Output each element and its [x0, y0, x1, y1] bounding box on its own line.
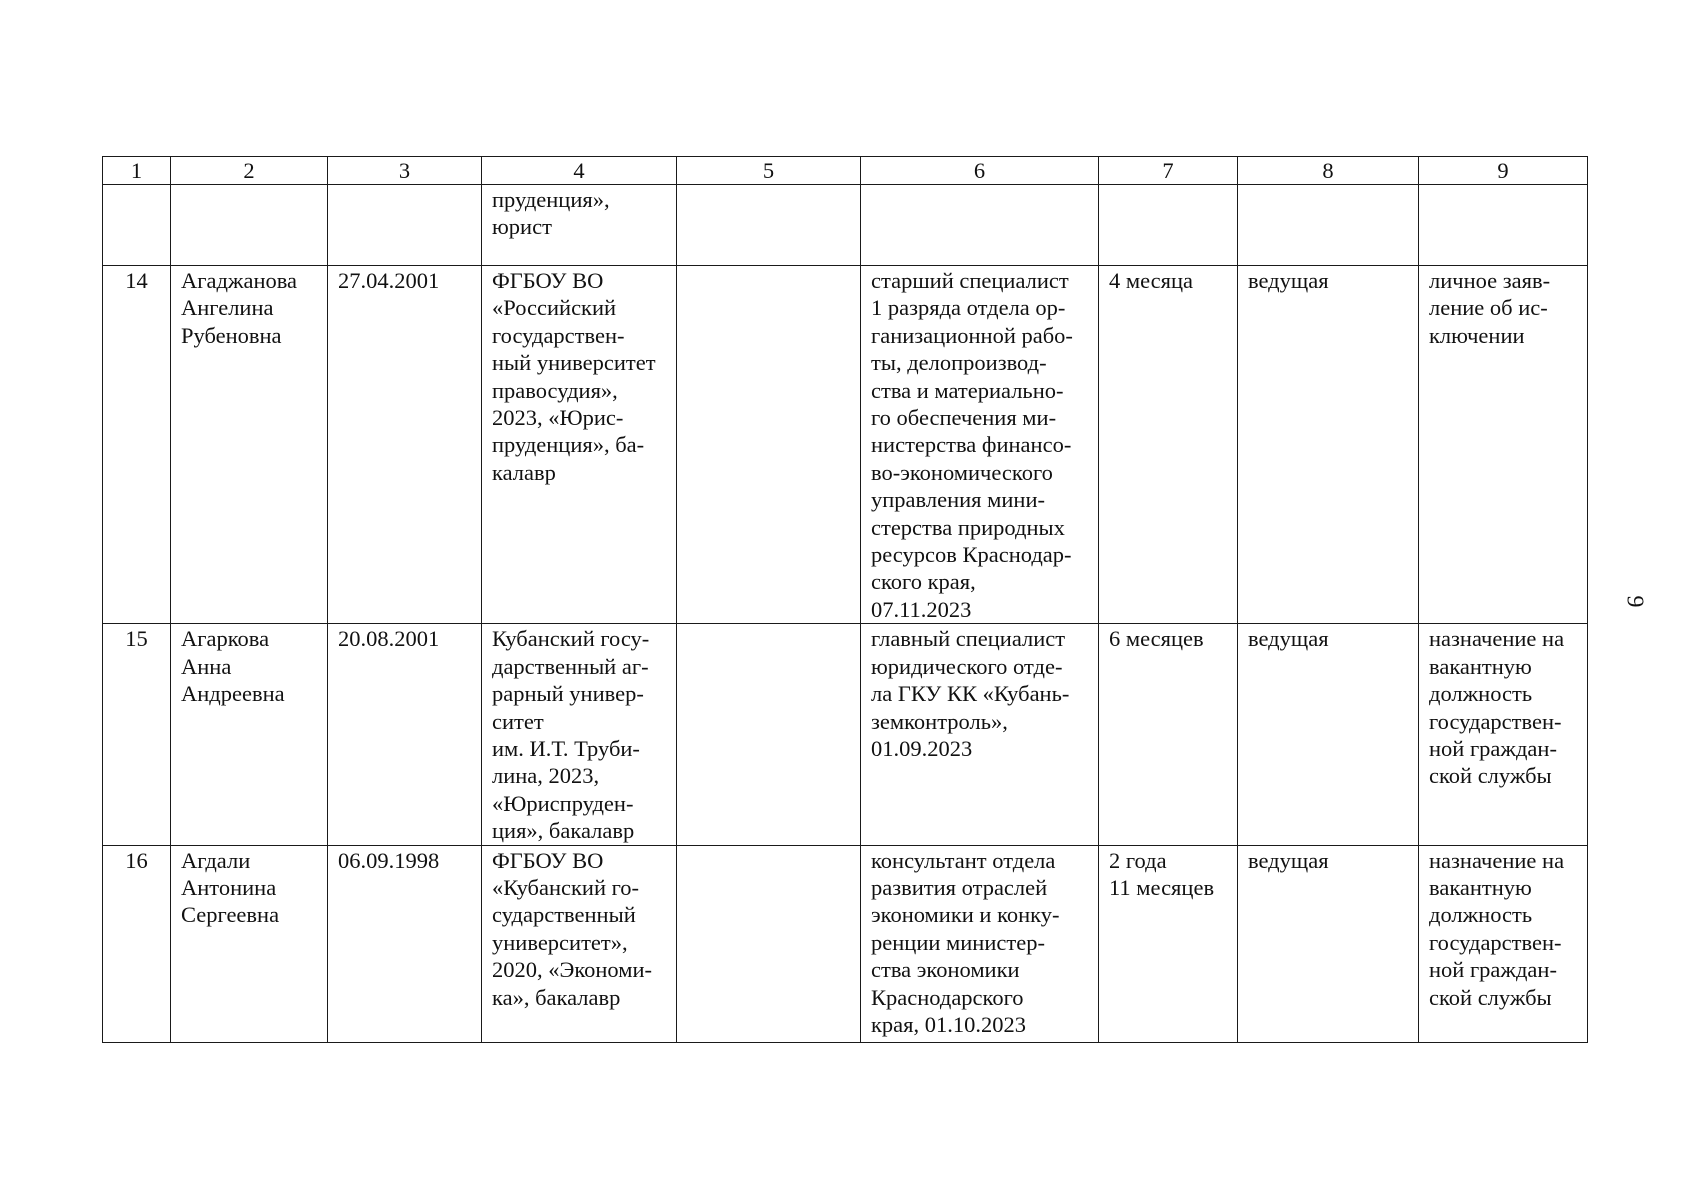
education-cell: ФГБОУ ВО «Российский государствен- ный университет правосудия», 2023, «Юрис- пруденция», ба- калавр [482, 266, 677, 624]
column-header: 5 [677, 157, 861, 185]
basis-cell: личное заяв- ление об ис- ключении [1419, 266, 1588, 624]
position-group-cell: ведущая [1238, 624, 1419, 845]
experience-cell [1099, 185, 1238, 266]
column-5-cell [677, 845, 861, 1042]
register-table [102, 156, 1588, 1043]
basis-cell: назначение на вакантную должность государствен- ной граждан- ской службы [1419, 624, 1588, 845]
column-header: 7 [1099, 157, 1238, 185]
full-name-cell: Агаркова Анна Андреевна [171, 624, 328, 845]
row-number-cell: 15 [103, 624, 171, 845]
table-row [103, 266, 1588, 624]
position-cell: старший специалист 1 разряда отдела ор- ганизационной рабо- ты, делопроизвод- ства и материально- го обеспечения ми- нистерства финансо- во-экономического управления мини- стерства природных ресурсов Краснодар- ского края, 07.11.2023 [861, 266, 1099, 624]
experience-cell: 6 месяцев [1099, 624, 1238, 845]
position-cell: главный специалист юридического отде- ла ГКУ КК «Кубань- земконтроль», 01.09.2023 [861, 624, 1099, 845]
table-row [103, 624, 1588, 845]
experience-cell: 4 месяца [1099, 266, 1238, 624]
column-header: 2 [171, 157, 328, 185]
column-5-cell [677, 185, 861, 266]
full-name-cell: Агдали Антонина Сергеевна [171, 845, 328, 1042]
full-name-cell [171, 185, 328, 266]
basis-cell [1419, 185, 1588, 266]
experience-cell: 2 года 11 месяцев [1099, 845, 1238, 1042]
full-name-cell: Агаджанова Ангелина Рубеновна [171, 266, 328, 624]
birth-date-cell: 20.08.2001 [328, 624, 482, 845]
row-number-cell: 14 [103, 266, 171, 624]
table-row [103, 185, 1588, 266]
birth-date-cell: 06.09.1998 [328, 845, 482, 1042]
position-cell [861, 185, 1099, 266]
birth-date-cell: 27.04.2001 [328, 266, 482, 624]
position-group-cell: ведущая [1238, 845, 1419, 1042]
column-header: 8 [1238, 157, 1419, 185]
position-cell: консультант отдела развития отраслей экономики и конку- ренции министер- ства экономики Краснодарского края, 01.10.2023 [861, 845, 1099, 1042]
column-header: 9 [1419, 157, 1588, 185]
education-cell: ФГБОУ ВО «Кубанский го- сударственный университет», 2020, «Экономи- ка», бакалавр [482, 845, 677, 1042]
row-number-cell: 16 [103, 845, 171, 1042]
column-header: 4 [482, 157, 677, 185]
birth-date-cell [328, 185, 482, 266]
column-header: 3 [328, 157, 482, 185]
position-group-cell [1238, 185, 1419, 266]
column-header: 6 [861, 157, 1099, 185]
position-group-cell: ведущая [1238, 266, 1419, 624]
column-5-cell [677, 266, 861, 624]
table-row [103, 845, 1588, 1042]
column-header: 1 [103, 157, 171, 185]
page-number: 9 [1621, 595, 1648, 608]
row-number-cell [103, 185, 171, 266]
table-header-row [103, 157, 1588, 185]
column-5-cell [677, 624, 861, 845]
education-cell: Кубанский госу- дарственный аг- рарный универ- ситет им. И.Т. Труби- лина, 2023, «Юриспруден- ция», бакалавр [482, 624, 677, 845]
education-cell: пруденция», юрист [482, 185, 677, 266]
basis-cell: назначение на вакантную должность государствен- ной граждан- ской службы [1419, 845, 1588, 1042]
